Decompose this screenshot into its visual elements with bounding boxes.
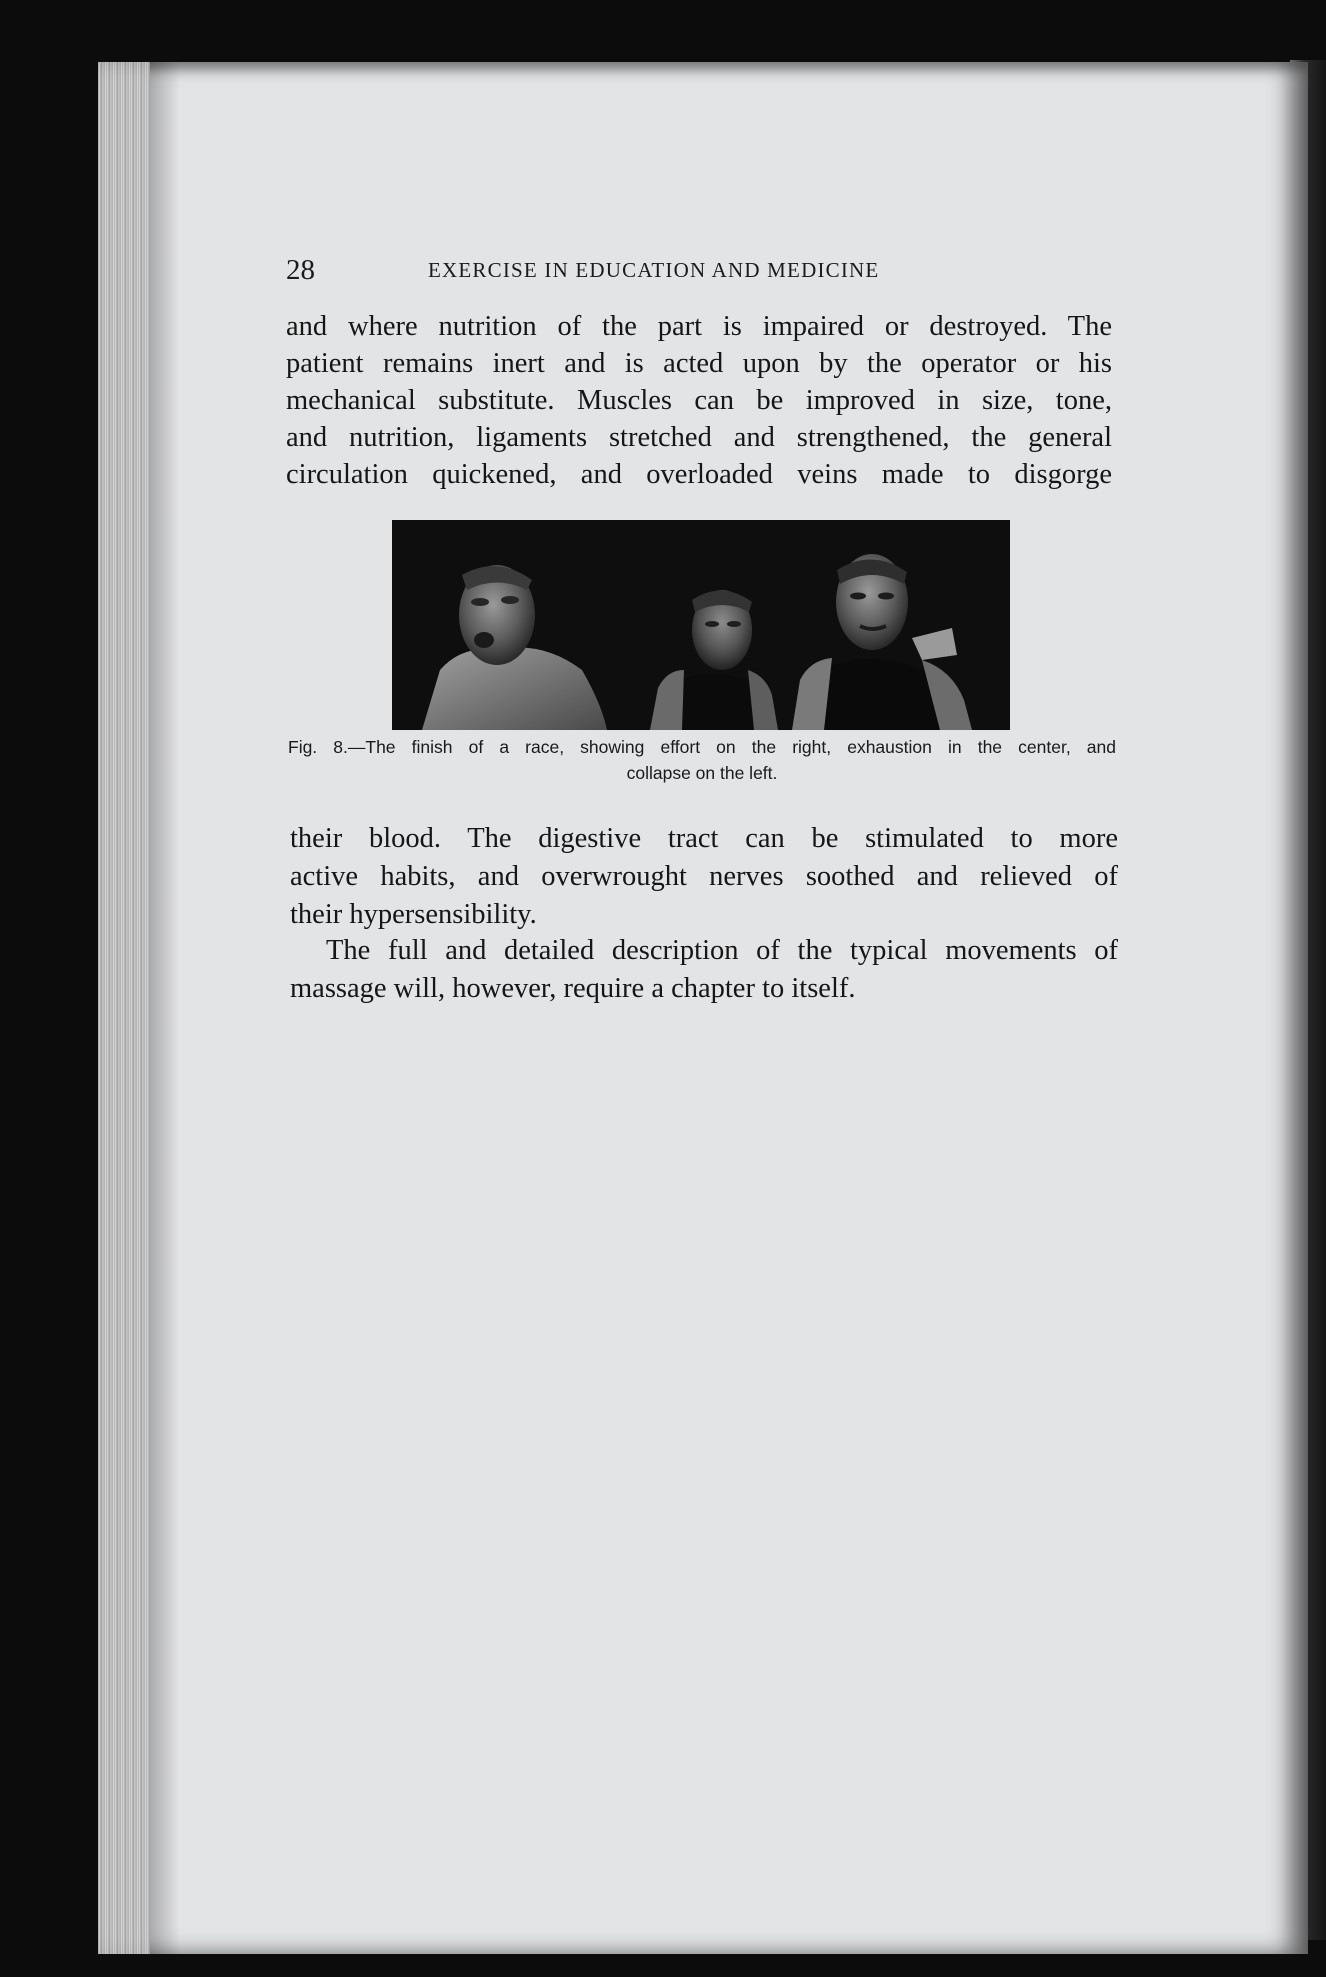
text-line: and where nutrition of the part is impaired or destroyed. The [286,311,1112,342]
text-line: their hypersensibility. [290,899,537,930]
text-line: The full and detailed description of the typical movements of [326,935,1118,966]
page-stack-edge [98,62,150,1954]
gutter-shadow [150,62,180,1954]
paragraph [286,310,1112,500]
running-title: EXERCISE IN EDUCATION AND MEDICINE [428,258,880,282]
figure-caption [288,734,1116,786]
text-line: massage will, however, require a chapter to itself. [290,973,856,1004]
text-line: patient remains inert and is acted upon by the operator or his [286,348,1112,379]
figure-photograph [392,520,1010,730]
text-line: mechanical substitute. Muscles can be improved in size, tone, [286,385,1112,416]
running-head [286,254,986,286]
paragraph [290,822,1118,937]
caption-line: Fig. 8.—The finish of a race, showing effort on the right, exhaustion in the center, and [288,737,1116,757]
caption-line: collapse on the left. [626,763,778,783]
text-line: their blood. The digestive tract can be stimulated to more [290,823,1118,854]
text-line: active habits, and overwrought nerves soothed and relieved of [290,861,1118,892]
paragraph [290,934,1118,1014]
text-line: circulation quickened, and overloaded veins made to disgorge [286,459,1112,490]
text-line: and nutrition, ligaments stretched and strengthened, the general [286,422,1112,453]
page-number: 28 [286,254,315,286]
